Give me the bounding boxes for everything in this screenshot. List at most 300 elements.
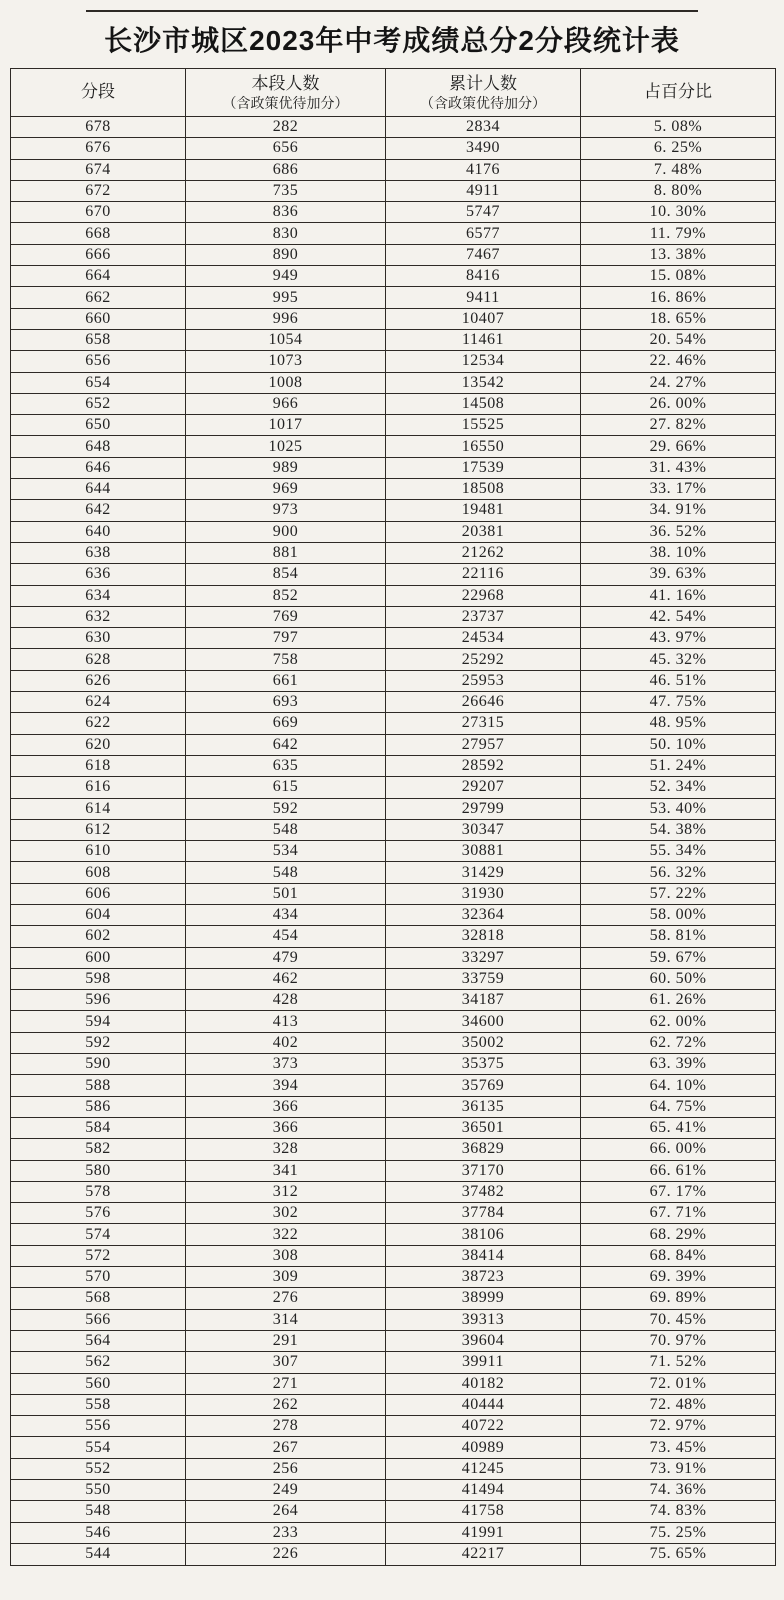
- percentage-cell: 31. 43%: [581, 457, 776, 478]
- percentage-cell: 16. 86%: [581, 287, 776, 308]
- cumulative-count-cell: 30347: [386, 819, 581, 840]
- segment-cell: 646: [11, 457, 186, 478]
- table-row: [11, 1181, 776, 1202]
- segment-cell: 618: [11, 755, 186, 776]
- segment-count-cell: 479: [186, 947, 386, 968]
- cumulative-count-cell: 35002: [386, 1032, 581, 1053]
- cumulative-count-cell: 25953: [386, 670, 581, 691]
- segment-cell: 546: [11, 1522, 186, 1543]
- table-row: [11, 244, 776, 265]
- cumulative-count-cell: 2834: [386, 117, 581, 138]
- segment-cell: 674: [11, 159, 186, 180]
- segment-count-cell: 769: [186, 606, 386, 627]
- table-row: [11, 926, 776, 947]
- cumulative-count-cell: 35769: [386, 1075, 581, 1096]
- percentage-cell: 58. 00%: [581, 904, 776, 925]
- table-row: [11, 1117, 776, 1138]
- segment-count-cell: 366: [186, 1117, 386, 1138]
- segment-count-cell: 501: [186, 883, 386, 904]
- segment-cell: 556: [11, 1416, 186, 1437]
- segment-count-cell: 973: [186, 500, 386, 521]
- segment-cell: 554: [11, 1437, 186, 1458]
- percentage-cell: 73. 45%: [581, 1437, 776, 1458]
- segment-count-cell: 852: [186, 585, 386, 606]
- segment-cell: 612: [11, 819, 186, 840]
- segment-cell: 630: [11, 628, 186, 649]
- segment-count-cell: 256: [186, 1458, 386, 1479]
- segment-count-cell: 969: [186, 479, 386, 500]
- table-row: [11, 1352, 776, 1373]
- percentage-cell: 62. 72%: [581, 1032, 776, 1053]
- table-row: [11, 1288, 776, 1309]
- cumulative-count-cell: 39911: [386, 1352, 581, 1373]
- percentage-cell: 60. 50%: [581, 968, 776, 989]
- segment-cell: 596: [11, 990, 186, 1011]
- percentage-cell: 8. 80%: [581, 180, 776, 201]
- table-row: [11, 1437, 776, 1458]
- segment-count-cell: 226: [186, 1543, 386, 1565]
- table-row: [11, 372, 776, 393]
- segment-count-cell: 454: [186, 926, 386, 947]
- segment-count-cell: 854: [186, 564, 386, 585]
- segment-cell: 558: [11, 1394, 186, 1415]
- table-row: [11, 542, 776, 563]
- segment-count-cell: 309: [186, 1267, 386, 1288]
- cumulative-count-cell: 20381: [386, 521, 581, 542]
- column-header-cumulative-count-line1: 累计人数: [449, 74, 517, 94]
- percentage-cell: 56. 32%: [581, 862, 776, 883]
- cumulative-count-cell: 30881: [386, 841, 581, 862]
- table-row: [11, 628, 776, 649]
- percentage-cell: 75. 25%: [581, 1522, 776, 1543]
- table-row: [11, 1075, 776, 1096]
- segment-count-cell: 282: [186, 117, 386, 138]
- table-row: [11, 841, 776, 862]
- table-row: [11, 351, 776, 372]
- table-row: [11, 1096, 776, 1117]
- segment-count-cell: 966: [186, 393, 386, 414]
- segment-count-cell: 402: [186, 1032, 386, 1053]
- percentage-cell: 74. 83%: [581, 1501, 776, 1522]
- table-row: [11, 500, 776, 521]
- cumulative-count-cell: 12534: [386, 351, 581, 372]
- segment-count-cell: 267: [186, 1437, 386, 1458]
- segment-cell: 606: [11, 883, 186, 904]
- cumulative-count-cell: 38106: [386, 1224, 581, 1245]
- segment-cell: 572: [11, 1245, 186, 1266]
- table-row: [11, 883, 776, 904]
- segment-count-cell: 758: [186, 649, 386, 670]
- percentage-cell: 64. 75%: [581, 1096, 776, 1117]
- cumulative-count-cell: 14508: [386, 393, 581, 414]
- table-row: [11, 1267, 776, 1288]
- table-row: [11, 606, 776, 627]
- segment-cell: 616: [11, 777, 186, 798]
- cumulative-count-cell: 35375: [386, 1054, 581, 1075]
- segment-count-cell: 996: [186, 308, 386, 329]
- table-row: [11, 180, 776, 201]
- percentage-cell: 24. 27%: [581, 372, 776, 393]
- segment-count-cell: 693: [186, 692, 386, 713]
- percentage-cell: 54. 38%: [581, 819, 776, 840]
- segment-count-cell: 735: [186, 180, 386, 201]
- segment-count-cell: 642: [186, 734, 386, 755]
- segment-count-cell: 900: [186, 521, 386, 542]
- percentage-cell: 50. 10%: [581, 734, 776, 755]
- table-row: [11, 1480, 776, 1501]
- segment-cell: 600: [11, 947, 186, 968]
- percentage-cell: 15. 08%: [581, 266, 776, 287]
- column-header-segment-count-line1: 本段人数: [251, 74, 320, 94]
- percentage-cell: 55. 34%: [581, 841, 776, 862]
- percentage-cell: 29. 66%: [581, 436, 776, 457]
- cumulative-count-cell: 11461: [386, 329, 581, 350]
- segment-count-cell: 302: [186, 1203, 386, 1224]
- percentage-cell: 51. 24%: [581, 755, 776, 776]
- table-row: [11, 1032, 776, 1053]
- segment-count-cell: 1017: [186, 415, 386, 436]
- percentage-cell: 65. 41%: [581, 1117, 776, 1138]
- segment-count-cell: 264: [186, 1501, 386, 1522]
- segment-count-cell: 661: [186, 670, 386, 691]
- cumulative-count-cell: 34187: [386, 990, 581, 1011]
- table-row: [11, 1011, 776, 1032]
- percentage-cell: 13. 38%: [581, 244, 776, 265]
- segment-count-cell: 669: [186, 713, 386, 734]
- percentage-cell: 72. 97%: [581, 1416, 776, 1437]
- segment-count-cell: 1025: [186, 436, 386, 457]
- segment-cell: 580: [11, 1160, 186, 1181]
- percentage-cell: 42. 54%: [581, 606, 776, 627]
- table-row: [11, 692, 776, 713]
- segment-cell: 662: [11, 287, 186, 308]
- cumulative-count-cell: 41494: [386, 1480, 581, 1501]
- segment-count-cell: 534: [186, 841, 386, 862]
- percentage-cell: 11. 79%: [581, 223, 776, 244]
- percentage-cell: 26. 00%: [581, 393, 776, 414]
- table-row: [11, 308, 776, 329]
- cumulative-count-cell: 41245: [386, 1458, 581, 1479]
- table-row: [11, 798, 776, 819]
- cumulative-count-cell: 39313: [386, 1309, 581, 1330]
- table-row: [11, 713, 776, 734]
- segment-cell: 622: [11, 713, 186, 734]
- table-row: [11, 1394, 776, 1415]
- cumulative-count-cell: 10407: [386, 308, 581, 329]
- cumulative-count-cell: 4176: [386, 159, 581, 180]
- percentage-cell: 59. 67%: [581, 947, 776, 968]
- table-row: [11, 1501, 776, 1522]
- segment-count-cell: 686: [186, 159, 386, 180]
- segment-cell: 592: [11, 1032, 186, 1053]
- cumulative-count-cell: 9411: [386, 287, 581, 308]
- segment-cell: 620: [11, 734, 186, 755]
- cumulative-count-cell: 31429: [386, 862, 581, 883]
- table-row: [11, 1416, 776, 1437]
- segment-cell: 548: [11, 1501, 186, 1522]
- segment-count-cell: 271: [186, 1373, 386, 1394]
- cumulative-count-cell: 21262: [386, 542, 581, 563]
- title-block: [0, 10, 784, 68]
- column-header-segment-count-line2: （含政策优待加分）: [222, 95, 349, 112]
- cumulative-count-cell: 27315: [386, 713, 581, 734]
- table-row: [11, 564, 776, 585]
- percentage-cell: 57. 22%: [581, 883, 776, 904]
- segment-count-cell: 548: [186, 819, 386, 840]
- percentage-cell: 66. 61%: [581, 1160, 776, 1181]
- cumulative-count-cell: 5747: [386, 202, 581, 223]
- cumulative-count-cell: 8416: [386, 266, 581, 287]
- segment-cell: 560: [11, 1373, 186, 1394]
- cumulative-count-cell: 38723: [386, 1267, 581, 1288]
- segment-count-cell: 881: [186, 542, 386, 563]
- cumulative-count-cell: 6577: [386, 223, 581, 244]
- segment-count-cell: 615: [186, 777, 386, 798]
- cumulative-count-cell: 34600: [386, 1011, 581, 1032]
- segment-cell: 564: [11, 1330, 186, 1351]
- percentage-cell: 69. 39%: [581, 1267, 776, 1288]
- segment-count-cell: 830: [186, 223, 386, 244]
- cumulative-count-cell: 13542: [386, 372, 581, 393]
- percentage-cell: 68. 29%: [581, 1224, 776, 1245]
- cumulative-count-cell: 16550: [386, 436, 581, 457]
- cumulative-count-cell: 31930: [386, 883, 581, 904]
- column-header-segment-count: [186, 69, 386, 117]
- page-title: 长沙市城区2023年中考成绩总分2分段统计表: [104, 25, 680, 56]
- segment-cell: 648: [11, 436, 186, 457]
- percentage-cell: 62. 00%: [581, 1011, 776, 1032]
- table-row: [11, 968, 776, 989]
- segment-cell: 628: [11, 649, 186, 670]
- segment-cell: 576: [11, 1203, 186, 1224]
- table-row: [11, 1160, 776, 1181]
- segment-count-cell: 1008: [186, 372, 386, 393]
- cumulative-count-cell: 29799: [386, 798, 581, 819]
- segment-cell: 664: [11, 266, 186, 287]
- segment-count-cell: 373: [186, 1054, 386, 1075]
- segment-count-cell: 262: [186, 1394, 386, 1415]
- table-row: [11, 521, 776, 542]
- segment-count-cell: 366: [186, 1096, 386, 1117]
- segment-count-cell: 995: [186, 287, 386, 308]
- cumulative-count-cell: 36501: [386, 1117, 581, 1138]
- cumulative-count-cell: 32818: [386, 926, 581, 947]
- segment-count-cell: 1073: [186, 351, 386, 372]
- table-row: [11, 734, 776, 755]
- cumulative-count-cell: 7467: [386, 244, 581, 265]
- table-row: [11, 947, 776, 968]
- cumulative-count-cell: 42217: [386, 1543, 581, 1565]
- segment-count-cell: 836: [186, 202, 386, 223]
- table-row: [11, 479, 776, 500]
- segment-count-cell: 312: [186, 1181, 386, 1202]
- cumulative-count-cell: 15525: [386, 415, 581, 436]
- table-header: [11, 69, 776, 117]
- cumulative-count-cell: 41758: [386, 1501, 581, 1522]
- cumulative-count-cell: 37170: [386, 1160, 581, 1181]
- table-row: [11, 990, 776, 1011]
- cumulative-count-cell: 4911: [386, 180, 581, 201]
- table-row: [11, 1054, 776, 1075]
- percentage-cell: 45. 32%: [581, 649, 776, 670]
- percentage-cell: 67. 71%: [581, 1203, 776, 1224]
- table-row: [11, 1224, 776, 1245]
- cumulative-count-cell: 37482: [386, 1181, 581, 1202]
- percentage-cell: 41. 16%: [581, 585, 776, 606]
- segment-cell: 604: [11, 904, 186, 925]
- table-row: [11, 1543, 776, 1565]
- segment-count-cell: 890: [186, 244, 386, 265]
- segment-cell: 568: [11, 1288, 186, 1309]
- percentage-cell: 73. 91%: [581, 1458, 776, 1479]
- segment-count-cell: 322: [186, 1224, 386, 1245]
- segment-cell: 670: [11, 202, 186, 223]
- table-row: [11, 777, 776, 798]
- percentage-cell: 5. 08%: [581, 117, 776, 138]
- segment-cell: 652: [11, 393, 186, 414]
- percentage-cell: 22. 46%: [581, 351, 776, 372]
- percentage-cell: 75. 65%: [581, 1543, 776, 1565]
- percentage-cell: 43. 97%: [581, 628, 776, 649]
- cumulative-count-cell: 19481: [386, 500, 581, 521]
- percentage-cell: 20. 54%: [581, 329, 776, 350]
- table-row: [11, 415, 776, 436]
- segment-cell: 636: [11, 564, 186, 585]
- table-row: [11, 585, 776, 606]
- percentage-cell: 33. 17%: [581, 479, 776, 500]
- segment-cell: 634: [11, 585, 186, 606]
- segment-count-cell: 276: [186, 1288, 386, 1309]
- segment-cell: 626: [11, 670, 186, 691]
- percentage-cell: 74. 36%: [581, 1480, 776, 1501]
- cumulative-count-cell: 28592: [386, 755, 581, 776]
- percentage-cell: 72. 01%: [581, 1373, 776, 1394]
- score-distribution-table: [10, 68, 776, 1566]
- segment-cell: 644: [11, 479, 186, 500]
- table-row: [11, 436, 776, 457]
- cumulative-count-cell: 40444: [386, 1394, 581, 1415]
- cumulative-count-cell: 32364: [386, 904, 581, 925]
- cumulative-count-cell: 33297: [386, 947, 581, 968]
- segment-count-cell: 328: [186, 1139, 386, 1160]
- cumulative-count-cell: 36829: [386, 1139, 581, 1160]
- table-row: [11, 1309, 776, 1330]
- segment-cell: 666: [11, 244, 186, 265]
- table-row: [11, 329, 776, 350]
- header-row: [11, 69, 776, 117]
- segment-cell: 650: [11, 415, 186, 436]
- table-row: [11, 223, 776, 244]
- segment-count-cell: 949: [186, 266, 386, 287]
- segment-cell: 678: [11, 117, 186, 138]
- segment-cell: 586: [11, 1096, 186, 1117]
- cumulative-count-cell: 33759: [386, 968, 581, 989]
- segment-cell: 594: [11, 1011, 186, 1032]
- segment-count-cell: 249: [186, 1480, 386, 1501]
- segment-count-cell: 548: [186, 862, 386, 883]
- segment-cell: 590: [11, 1054, 186, 1075]
- percentage-cell: 67. 17%: [581, 1181, 776, 1202]
- percentage-cell: 70. 45%: [581, 1309, 776, 1330]
- table-row: [11, 1245, 776, 1266]
- segment-cell: 570: [11, 1267, 186, 1288]
- segment-count-cell: 656: [186, 138, 386, 159]
- percentage-cell: 47. 75%: [581, 692, 776, 713]
- segment-cell: 584: [11, 1117, 186, 1138]
- percentage-cell: 61. 26%: [581, 990, 776, 1011]
- table-row: [11, 670, 776, 691]
- segment-cell: 672: [11, 180, 186, 201]
- segment-count-cell: 797: [186, 628, 386, 649]
- segment-count-cell: 394: [186, 1075, 386, 1096]
- cumulative-count-cell: 17539: [386, 457, 581, 478]
- table-row: [11, 138, 776, 159]
- segment-count-cell: 428: [186, 990, 386, 1011]
- segment-cell: 638: [11, 542, 186, 563]
- cumulative-count-cell: 38414: [386, 1245, 581, 1266]
- cumulative-count-cell: 39604: [386, 1330, 581, 1351]
- cumulative-count-cell: 40182: [386, 1373, 581, 1394]
- segment-count-cell: 462: [186, 968, 386, 989]
- cumulative-count-cell: 26646: [386, 692, 581, 713]
- cumulative-count-cell: 3490: [386, 138, 581, 159]
- table-row: [11, 819, 776, 840]
- percentage-cell: 66. 00%: [581, 1139, 776, 1160]
- segment-cell: 550: [11, 1480, 186, 1501]
- percentage-cell: 48. 95%: [581, 713, 776, 734]
- cumulative-count-cell: 38999: [386, 1288, 581, 1309]
- column-header-segment: 分段: [11, 69, 186, 117]
- percentage-cell: 39. 63%: [581, 564, 776, 585]
- cumulative-count-cell: 18508: [386, 479, 581, 500]
- segment-cell: 602: [11, 926, 186, 947]
- cumulative-count-cell: 36135: [386, 1096, 581, 1117]
- column-header-percentage: 占百分比: [581, 69, 776, 117]
- segment-cell: 582: [11, 1139, 186, 1160]
- segment-count-cell: 233: [186, 1522, 386, 1543]
- table-row: [11, 287, 776, 308]
- table-row: [11, 457, 776, 478]
- table-row: [11, 159, 776, 180]
- segment-cell: 624: [11, 692, 186, 713]
- column-header-cumulative-count: [386, 69, 581, 117]
- percentage-cell: 68. 84%: [581, 1245, 776, 1266]
- table-row: [11, 1139, 776, 1160]
- percentage-cell: 72. 48%: [581, 1394, 776, 1415]
- segment-cell: 654: [11, 372, 186, 393]
- segment-count-cell: 291: [186, 1330, 386, 1351]
- segment-count-cell: 434: [186, 904, 386, 925]
- percentage-cell: 53. 40%: [581, 798, 776, 819]
- segment-cell: 566: [11, 1309, 186, 1330]
- table-row: [11, 1522, 776, 1543]
- percentage-cell: 6. 25%: [581, 138, 776, 159]
- segment-cell: 544: [11, 1543, 186, 1565]
- cumulative-count-cell: 27957: [386, 734, 581, 755]
- table-row: [11, 755, 776, 776]
- cumulative-count-cell: 40989: [386, 1437, 581, 1458]
- percentage-cell: 10. 30%: [581, 202, 776, 223]
- segment-cell: 632: [11, 606, 186, 627]
- cumulative-count-cell: 22968: [386, 585, 581, 606]
- segment-cell: 660: [11, 308, 186, 329]
- table-row: [11, 393, 776, 414]
- percentage-cell: 18. 65%: [581, 308, 776, 329]
- percentage-cell: 63. 39%: [581, 1054, 776, 1075]
- percentage-cell: 38. 10%: [581, 542, 776, 563]
- segment-cell: 562: [11, 1352, 186, 1373]
- segment-cell: 640: [11, 521, 186, 542]
